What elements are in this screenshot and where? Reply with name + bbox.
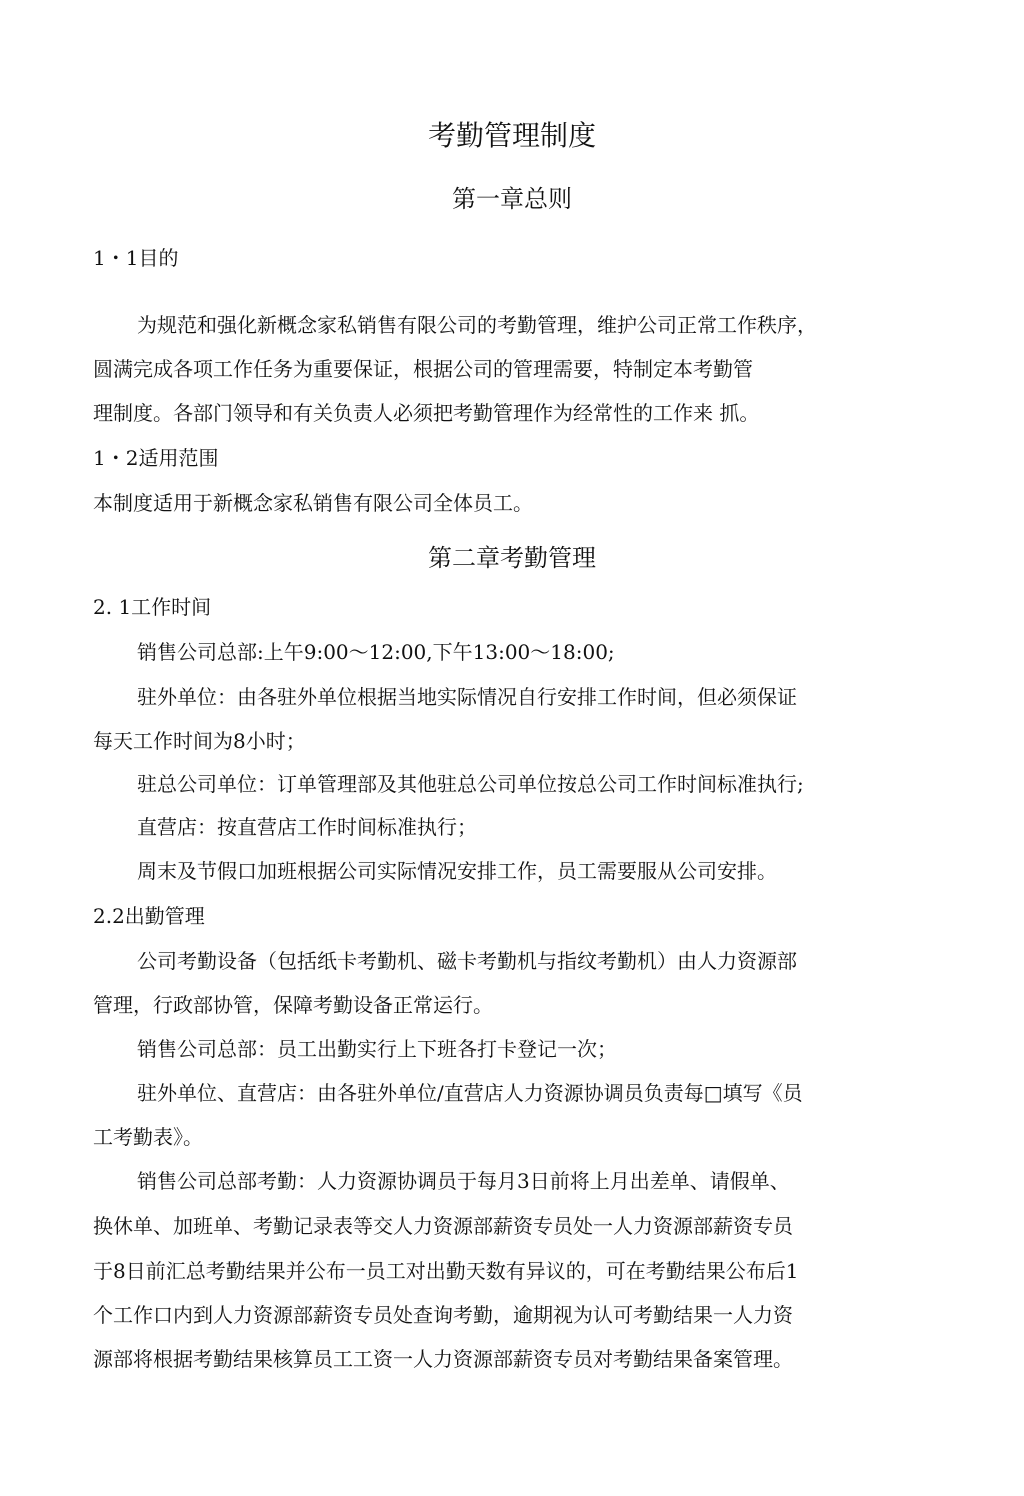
paragraph-line: 圆满完成各项工作任务为重要保证，根据公司的管理需要，特制定本考勤管	[93, 357, 753, 381]
paragraph-line: 驻总公司单位：订单管理部及其他驻总公司单位按总公司工作时间标准执行;	[137, 772, 804, 796]
section-2-2-heading: 2.2出勤管理	[93, 904, 205, 928]
paragraph-line: 个工作口内到人力资源部薪资专员处查询考勤，逾期视为认可考勤结果一人力资	[93, 1303, 793, 1327]
paragraph-line: 为规范和强化新概念家私销售有限公司的考勤管理，维护公司正常工作秩序，	[137, 313, 817, 337]
paragraph-line: 公司考勤设备（包括纸卡考勤机、磁卡考勤机与指纹考勤机）由人力资源部	[137, 949, 797, 973]
paragraph-line: 驻外单位、直营店：由各驻外单位/直营店人力资源协调员负责每□填写《员	[137, 1081, 803, 1105]
paragraph-line: 于8日前汇总考勤结果并公布一员工对出勤天数有异议的，可在考勤结果公布后1	[93, 1259, 799, 1283]
paragraph-line: 源部将根据考勤结果核算员工工资一人力资源部薪资专员对考勤结果备案管理。	[93, 1347, 793, 1371]
paragraph-line: 每天工作时间为8小时；	[93, 729, 306, 753]
paragraph-line: 销售公司总部：员工出勤实行上下班各打卡登记一次；	[137, 1037, 617, 1061]
section-1-2-heading: 1・2适用范围	[93, 446, 219, 470]
paragraph-line: 周末及节假口加班根据公司实际情况安排工作，员工需要服从公司安排。	[137, 859, 777, 883]
chapter-2-title: 第二章考勤管理	[428, 544, 596, 572]
paragraph-line: 管理，行政部协管，保障考勤设备正常运行。	[93, 993, 493, 1017]
section-1-1-heading: 1・1目的	[93, 246, 179, 270]
paragraph-line: 驻外单位：由各驻外单位根据当地实际情况自行安排工作时间，但必须保证	[137, 685, 797, 709]
paragraph-line: 换休单、加班单、考勤记录表等交人力资源部薪资专员处一人力资源部薪资专员	[93, 1214, 793, 1238]
document-title: 考勤管理制度	[427, 119, 596, 152]
paragraph-line: 销售公司总部考勤：人力资源协调员于每月3日前将上月出差单、请假单、	[137, 1169, 790, 1193]
paragraph-line: 理制度。各部门领导和有关负责人必须把考勤管理作为经常性的工作来 抓。	[93, 401, 760, 425]
paragraph-line: 直营店：按直营店工作时间标准执行；	[137, 815, 477, 839]
chapter-1-title: 第一章总则	[452, 185, 572, 213]
paragraph-line: 本制度适用于新概念家私销售有限公司全体员工。	[93, 491, 533, 515]
section-2-1-heading: 2. 1工作时间	[93, 595, 212, 619]
paragraph-line: 工考勤表》。	[93, 1125, 203, 1149]
paragraph-line: 销售公司总部:上午9:00～12:00,下午13:00～18:00;	[137, 640, 615, 664]
